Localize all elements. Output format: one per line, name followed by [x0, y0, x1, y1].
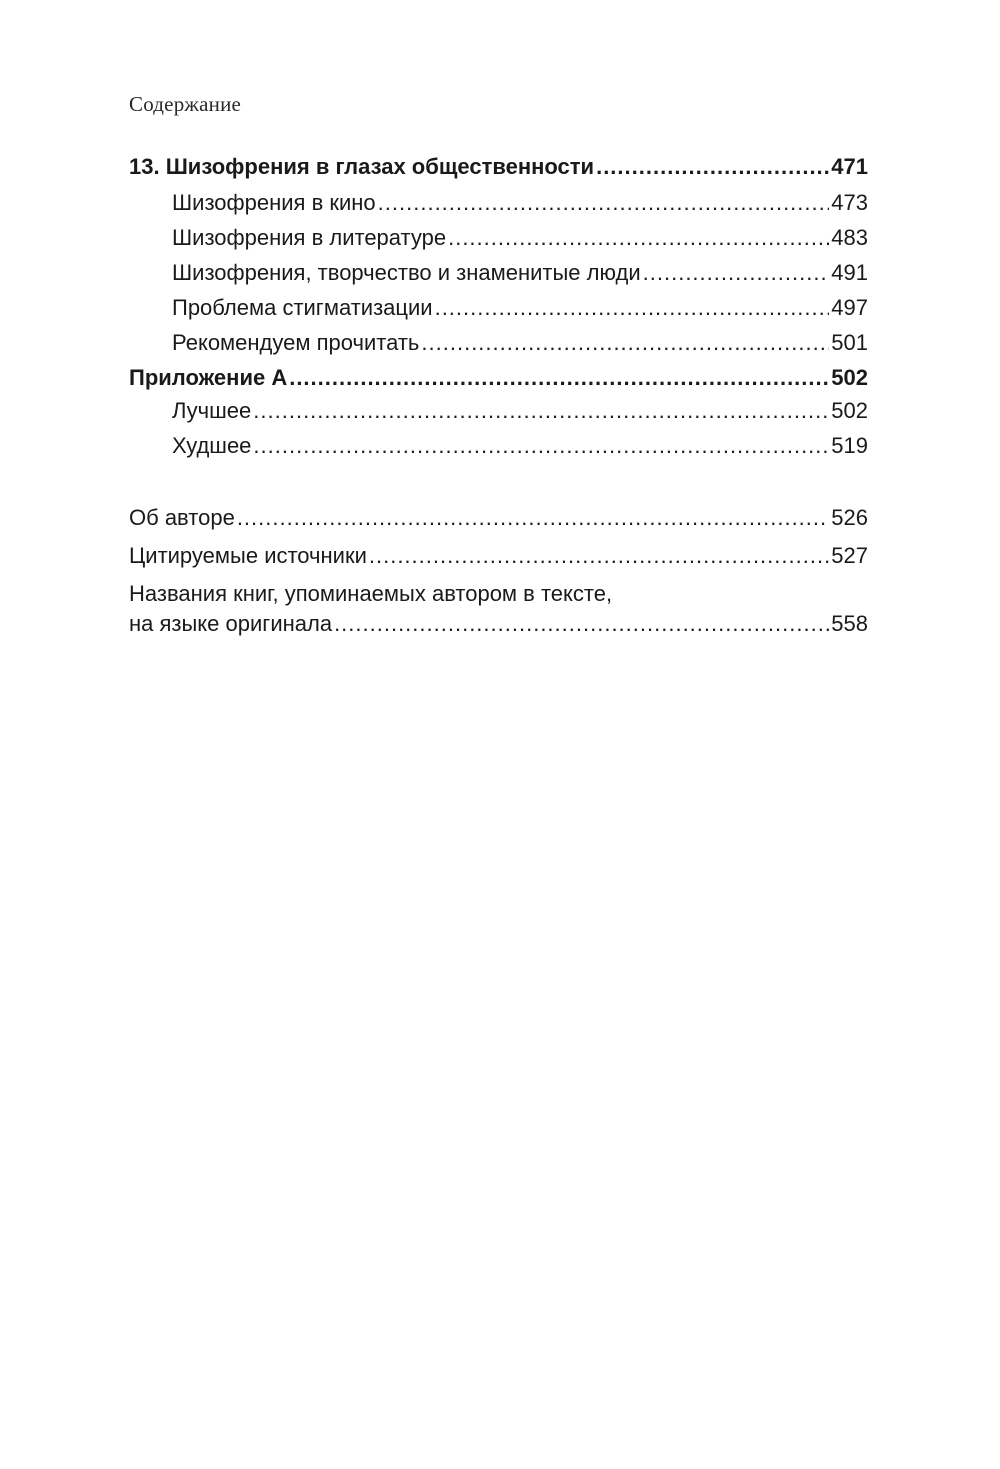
toc-entry-title: Шизофрения в литературе: [172, 225, 447, 250]
toc-entry-title: Шизофрения, творчество и знаменитые люди: [172, 260, 641, 285]
toc-entry-title: Шизофрения в кино: [172, 190, 376, 215]
toc-entry[interactable]: [129, 328, 868, 358]
toc-chapter-entry[interactable]: [129, 152, 868, 182]
running-head: Содержание: [129, 92, 242, 116]
toc-page-number: 497: [831, 295, 868, 320]
toc-entry-title: Рекомендуем прочитать: [172, 330, 420, 355]
toc-entry-title: Цитируемые источники: [129, 543, 367, 568]
toc-entry-last-line: [129, 609, 868, 639]
toc-page-number: 502: [831, 365, 868, 390]
toc-page-number: 491: [831, 260, 868, 285]
dot-leader: [435, 293, 830, 323]
toc-entry[interactable]: [129, 431, 868, 461]
dot-leader: [378, 188, 830, 218]
toc-entry[interactable]: [129, 188, 868, 218]
table-of-contents: [129, 152, 868, 466]
toc-page-number: 526: [831, 505, 868, 530]
dot-leader: [448, 223, 829, 253]
dot-leader: [596, 152, 829, 182]
dot-leader: [421, 328, 829, 358]
dot-leader: [289, 363, 829, 393]
toc-page-number: 473: [831, 190, 868, 215]
toc-entry-title-line2: на языке оригинала: [129, 611, 333, 636]
toc-entry-multiline[interactable]: [129, 579, 868, 639]
dot-leader: [334, 609, 829, 639]
toc-page-number: 527: [831, 543, 868, 568]
toc-page-number: 471: [831, 154, 868, 179]
toc-entry[interactable]: [129, 258, 868, 288]
toc-entry-title: Худшее: [172, 433, 252, 458]
toc-entry[interactable]: [129, 396, 868, 426]
toc-entry-title: Об авторе: [129, 505, 235, 530]
toc-entry[interactable]: [129, 503, 868, 533]
dot-leader: [253, 431, 829, 461]
toc-page-number: 483: [831, 225, 868, 250]
toc-page-number: 502: [831, 398, 868, 423]
dot-leader: [643, 258, 830, 288]
toc-entry-title: Проблема стигматизации: [172, 295, 433, 320]
back-matter-list: [129, 503, 868, 647]
toc-chapter-title: 13. Шизофрения в глазах общественности: [129, 154, 595, 179]
dot-leader: [237, 503, 829, 533]
toc-entry[interactable]: [129, 541, 868, 571]
toc-page-number: 519: [831, 433, 868, 458]
toc-entry[interactable]: [129, 223, 868, 253]
toc-entry-title-line1: Названия книг, упоминаемых автором в тексте,: [129, 581, 613, 606]
toc-page-number: 558: [831, 611, 868, 636]
toc-appendix-entry[interactable]: [129, 363, 868, 393]
toc-appendix-title: Приложение A: [129, 365, 288, 390]
toc-entry-title: Лучшее: [172, 398, 252, 423]
dot-leader: [253, 396, 829, 426]
toc-page-number: 501: [831, 330, 868, 355]
dot-leader: [369, 541, 829, 571]
toc-entry[interactable]: [129, 293, 868, 323]
